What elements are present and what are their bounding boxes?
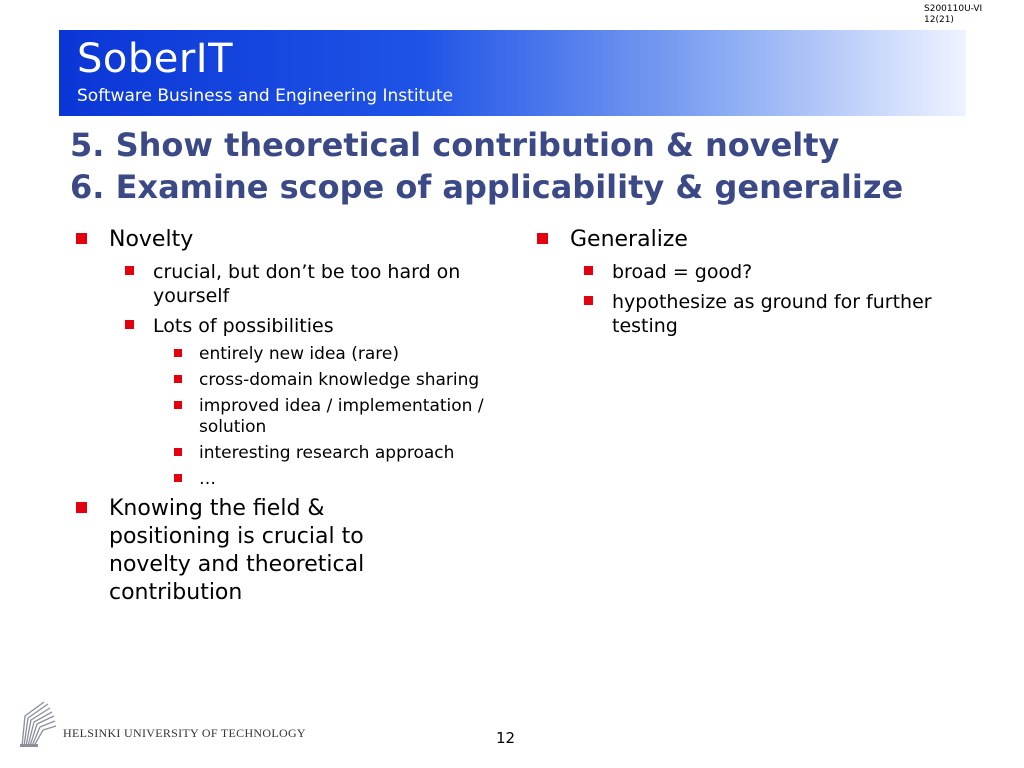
slide-title <box>70 124 1010 208</box>
bullet-icon <box>174 349 182 357</box>
brand-name: SoberIT <box>77 36 234 82</box>
bullet-sub-item <box>174 469 514 490</box>
bullet-icon <box>76 233 87 244</box>
bullet-icon <box>174 375 182 383</box>
bullet-generalize <box>535 226 955 254</box>
bullet-icon <box>125 266 134 275</box>
footer-institution: HELSINKI UNIVERSITY OF TECHNOLOGY <box>63 726 306 740</box>
bullet-icon <box>174 448 182 456</box>
bullet-hypothesize <box>581 290 955 338</box>
bullet-possibilities <box>122 314 514 338</box>
left-column <box>74 226 514 613</box>
bullet-icon <box>125 320 134 329</box>
right-column <box>535 226 955 344</box>
bullet-text: Novelty <box>109 227 194 252</box>
bullet-text: improved idea / implementation / solution <box>199 396 484 437</box>
bullet-icon <box>76 502 87 513</box>
bullet-novelty <box>74 226 514 254</box>
bullet-icon <box>174 474 182 482</box>
bullet-text: entirely new idea (rare) <box>199 344 399 364</box>
page-number: 12 <box>496 729 516 747</box>
university-logo-icon <box>14 700 58 750</box>
bullet-text: … <box>199 469 216 489</box>
slide-title-line-1: 5. Show theoretical contribution & novelty <box>70 126 840 164</box>
bullet-icon <box>584 266 593 275</box>
bullet-text: interesting research approach <box>199 443 455 463</box>
brand-subtitle: Software Business and Engineering Institute <box>77 86 454 106</box>
bullet-sub-item <box>174 443 514 464</box>
bullet-sub-item <box>174 396 514 438</box>
bullet-icon <box>537 233 548 244</box>
bullet-knowing <box>74 495 409 607</box>
slide-code-id: S200110U-VI <box>924 4 983 14</box>
bullet-crucial <box>122 260 514 308</box>
bullet-text: Knowing the field & positioning is crucial to novelty and theoretical contribution <box>109 496 365 605</box>
bullet-text: crucial, but don’t be too hard on yourself <box>153 261 461 307</box>
bullet-text: broad = good? <box>612 261 753 283</box>
bullet-text: cross-domain knowledge sharing <box>199 370 480 390</box>
bullet-sub-item <box>174 370 514 391</box>
bullet-text: Lots of possibilities <box>153 315 334 337</box>
bullet-sub-item <box>174 344 514 365</box>
header-banner <box>59 30 966 116</box>
bullet-broad <box>581 260 955 284</box>
slide-code-page: 12(21) <box>924 15 954 25</box>
bullet-icon <box>584 296 593 305</box>
slide-title-line-2: 6. Examine scope of applicability & generalize <box>70 168 904 206</box>
bullet-icon <box>174 401 182 409</box>
bullet-text: Generalize <box>570 227 688 252</box>
bullet-text: hypothesize as ground for further testing <box>612 291 932 337</box>
slide-code <box>924 4 982 26</box>
